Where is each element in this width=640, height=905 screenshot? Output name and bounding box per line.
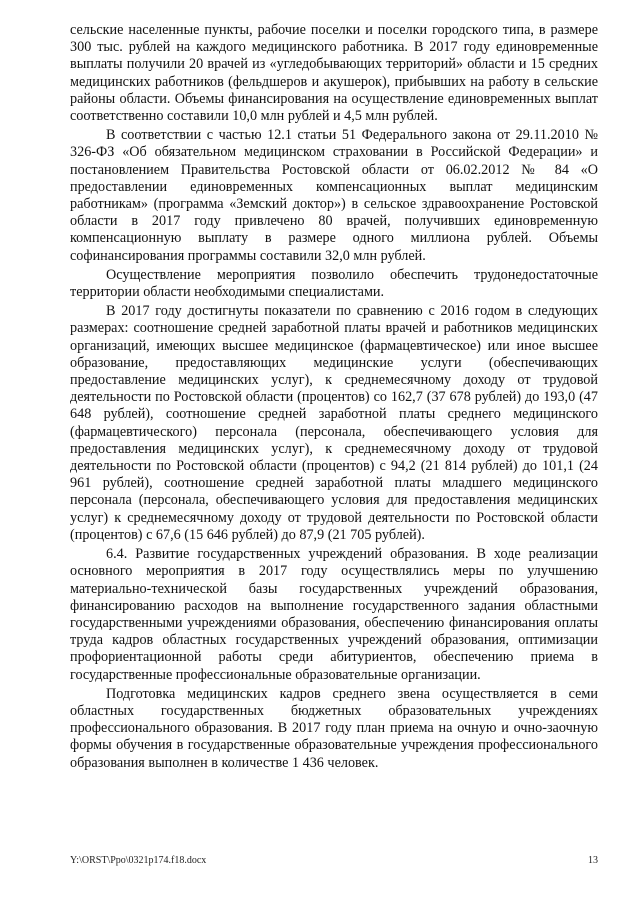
document-body (70, 22, 598, 772)
paragraph-5: 6.4. Развитие государственных учреждений образования. В ходе реализации основного мероприятия в 2017 году осуществлялись меры по улучшению материально-технической базы государственных учреждений образования, финансированию расходов на выполнение государственного задания областными государственными учреждениями образования, обеспечению финансирования оплаты труда кадров областных государственных учреждений образования, оптимизации профориентационной работы среди абитуриентов, обеспечению приема в государственные профессиональные образовательные организации. (70, 546, 598, 683)
paragraph-6: Подготовка медицинских кадров среднего звена осуществляется в семи областных государственных бюджетных образовательных учреждениях профессионального образования. В 2017 году план приема на очную и очно-заочную формы обучения в государственные образовательные учреждения профессионального образования выполнен в количестве 1 436 человек. (70, 685, 598, 771)
paragraph-1: сельские населенные пункты, рабочие поселки и поселки городского типа, в размере 300 тыс. рублей на каждого медицинского работника. В 2017 году единовременные выплаты получили 20 врачей из «угледобывающих территорий» области и 15 средних медицинских работников (фельдшеров и акушерок), прибывших на работу в сельские районы области. Объемы финансирования на осуществление единовременных выплат соответственно составили 10,0 млн рублей и 4,5 млн рублей. (70, 22, 598, 125)
file-path: Y:\ORST\Ppo\0321p174.f18.docx (70, 855, 207, 866)
page-number: 13 (588, 855, 598, 866)
paragraph-2: В соответствии с частью 12.1 статьи 51 Федерального закона от 29.11.2010 № 326-ФЗ «Об обязательном медицинском страховании в Российской Федерации» и постановлением Правительства Ростовской области от 06.02.2012 № 84 «О предоставлении единовременных компенсационных выплат медицинским работникам» (программа «Земский доктор») в сельское здравоохранение Ростовской области в 2017 году привлечено 80 врачей, получивших единовременную компенсационную выплату в размере одного миллиона рублей. Объемы софинансирования программы составили 32,0 млн рублей. (70, 127, 598, 264)
paragraph-3: Осуществление мероприятия позволило обеспечить трудонедостаточные территории области необходимыми специалистами. (70, 266, 598, 301)
paragraph-4: В 2017 году достигнуты показатели по сравнению с 2016 годом в следующих размерах: соотношение средней заработной платы врачей и работников медицинских организаций, имеющих высшее медицинское (фармацевтическое) или иное высшее образование, предоставляющих медицинские услуги (обеспечивающих предоставление медицинских услуг), к среднемесячному доходу от трудовой деятельности по Ростовской области (процентов) со 162,7 (37 678 рублей) до 193,0 (47 648 рублей), соотношение средней заработной платы среднего медицинского (фармацевтического) персонала (персонала, обеспечивающего условия для предоставления медицинских услуг), к среднемесячному доходу от трудовой деятельности по Ростовской области (процентов) с 94,2 (21 814 рублей) до 101,1 (24 961 рублей), соотношение средней заработной платы младшего медицинского персонала (персонала, обеспечивающего условия для предоставления медицинских услуг) к среднемесячному доходу от трудовой деятельности по Ростовской области (процентов) с 67,6 (15 646 рублей) до 87,9 (21 705 рублей). (70, 303, 598, 543)
